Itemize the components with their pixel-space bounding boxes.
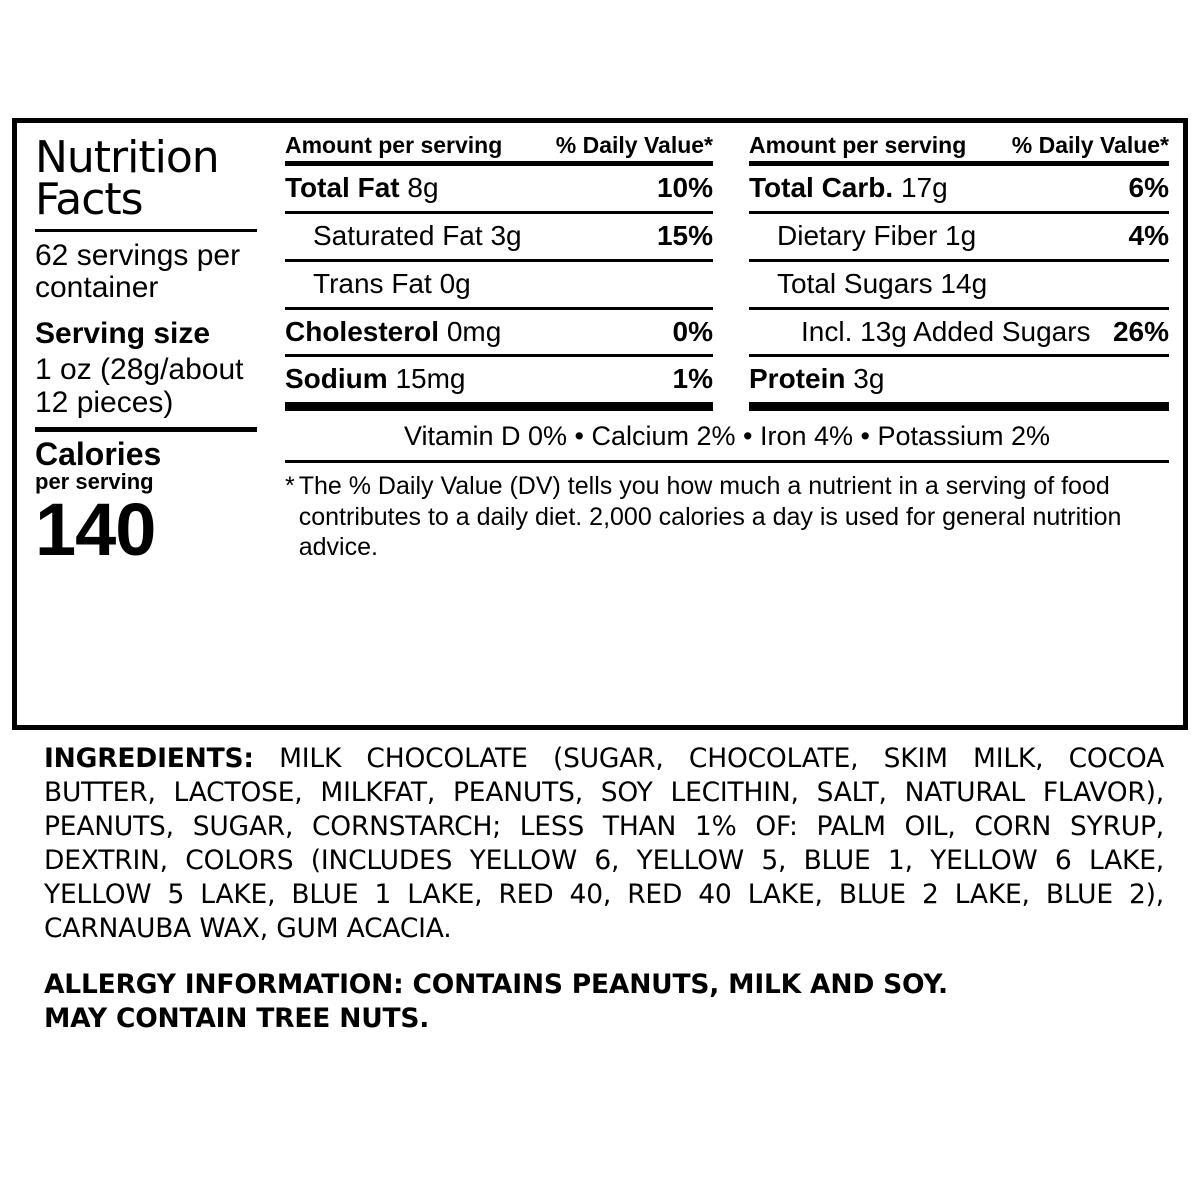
serving-size-label: Serving size bbox=[35, 317, 211, 351]
nutrient-row-saturated-fat bbox=[285, 211, 713, 259]
calories-label: Calories bbox=[35, 435, 162, 472]
nutrient-row-protein bbox=[749, 354, 1169, 402]
amount-cholesterol: 0mg bbox=[446, 315, 502, 347]
title-line-facts: Facts bbox=[35, 173, 143, 225]
nutrient-row-cholesterol bbox=[285, 307, 713, 355]
amount-dietary-fiber: 1g bbox=[945, 219, 977, 251]
nutrients-section bbox=[267, 123, 1183, 725]
servings-per-container: 62 servings per container bbox=[35, 238, 241, 304]
label-trans-fat: Trans Fat bbox=[313, 267, 432, 299]
nutrient-row-total-carb bbox=[749, 161, 1169, 211]
nutrient-row-added-sugars bbox=[749, 307, 1169, 355]
nutrition-facts-panel bbox=[12, 118, 1188, 730]
nutrient-column-1 bbox=[285, 133, 727, 411]
divider-under-title bbox=[35, 229, 257, 232]
dv-total-fat: 10% bbox=[656, 172, 713, 204]
vitamins-line: Vitamin D 0% • Calcium 2% • Iron 4% • Potassium 2% bbox=[403, 421, 1051, 452]
dv-sodium: 1% bbox=[672, 363, 713, 395]
nutrient-row-total-sugars bbox=[749, 259, 1169, 307]
allergy-line-1: ALLERGY INFORMATION: CONTAINS PEANUTS, MILK AND SOY. bbox=[44, 969, 948, 1000]
nutrition-facts-title bbox=[35, 132, 257, 225]
label-dietary-fiber: Dietary Fiber bbox=[777, 219, 938, 251]
label-sodium: Sodium bbox=[285, 363, 388, 395]
label-total-fat: Total Fat bbox=[285, 172, 400, 204]
nutrient-row-trans-fat bbox=[285, 259, 713, 307]
allergy-block bbox=[44, 968, 1164, 1036]
amount-total-sugars: 14g bbox=[940, 267, 988, 299]
dv-saturated-fat: 15% bbox=[656, 219, 713, 251]
column1-dv-header: % Daily Value* bbox=[555, 132, 713, 158]
amount-saturated-fat: 3g bbox=[490, 219, 522, 251]
amount-trans-fat: 0g bbox=[439, 267, 471, 299]
dv-dietary-fiber: 4% bbox=[1128, 219, 1169, 251]
footnote-asterisk: * bbox=[285, 472, 295, 501]
serving-info-column bbox=[17, 123, 267, 725]
dv-cholesterol: 0% bbox=[672, 315, 713, 347]
footnote-text: The % Daily Value (DV) tells you how much a nutrient in a serving of food contributes to a daily diet. 2,000 calories a day is used for general nutrition advice. bbox=[298, 472, 1122, 562]
amount-sodium: 15mg bbox=[395, 363, 466, 395]
dv-added-sugars: 26% bbox=[1112, 315, 1169, 347]
label-total-sugars: Total Sugars bbox=[777, 267, 933, 299]
amount-total-fat: 8g bbox=[407, 172, 439, 204]
label-protein: Protein bbox=[749, 363, 846, 395]
column1-bottom-rule bbox=[285, 402, 713, 411]
nutrient-column-2 bbox=[727, 133, 1169, 411]
column1-amount-header: Amount per serving bbox=[285, 132, 503, 158]
ingredients-block bbox=[44, 742, 1164, 945]
divider-above-calories bbox=[35, 427, 257, 432]
amount-protein: 3g bbox=[853, 363, 885, 395]
calories-per-serving-label: per serving bbox=[35, 468, 154, 494]
column2-header bbox=[749, 133, 1169, 161]
label-total-carb: Total Carb. bbox=[749, 172, 894, 204]
nutrient-row-total-fat bbox=[285, 161, 713, 211]
label-saturated-fat: Saturated Fat bbox=[313, 219, 483, 251]
daily-value-footnote bbox=[285, 463, 1169, 563]
serving-size-value: 1 oz (28g/about 12 pieces) bbox=[35, 352, 244, 419]
nutrient-columns bbox=[285, 133, 1169, 411]
dv-total-carb: 6% bbox=[1128, 172, 1169, 204]
label-cholesterol: Cholesterol bbox=[285, 315, 440, 347]
column2-amount-header: Amount per serving bbox=[749, 132, 967, 158]
title-line-nutrition: Nutrition bbox=[35, 132, 219, 183]
calories-value: 140 bbox=[35, 487, 156, 571]
amount-total-carb: 17g bbox=[900, 172, 948, 204]
allergy-line-2: MAY CONTAIN TREE NUTS. bbox=[44, 1002, 430, 1034]
ingredients-label: INGREDIENTS: bbox=[44, 743, 254, 774]
column2-dv-header: % Daily Value* bbox=[1011, 132, 1169, 158]
label-added-sugars: Incl. 13g Added Sugars bbox=[801, 315, 1091, 347]
nutrient-row-sodium bbox=[285, 354, 713, 402]
column1-header bbox=[285, 133, 713, 161]
ingredients-text: MILK CHOCOLATE (SUGAR, CHOCOLATE, SKIM MILK, COCOA BUTTER, LACTOSE, MILKFAT, PEANUTS, SOY LECITHIN, SALT, NATURAL FLAVOR), PEANUTS, SUGAR, CORNSTARCH; LESS THAN 1% OF: PALM OIL, CORN SYRUP, DEXTRIN, COLORS (INCLUDES YELLOW 6, YELLOW 5, BLUE 1, YELLOW 6 LAKE, YELLOW 5 LAKE, BLUE 1 LAKE, RED 40, RED 40 LAKE, BLUE 2 LAKE, BLUE 2), CARNAUBA WAX, GUM ACACIA. bbox=[44, 743, 1164, 944]
nutrient-row-dietary-fiber bbox=[749, 211, 1169, 259]
column2-bottom-rule bbox=[749, 402, 1169, 411]
